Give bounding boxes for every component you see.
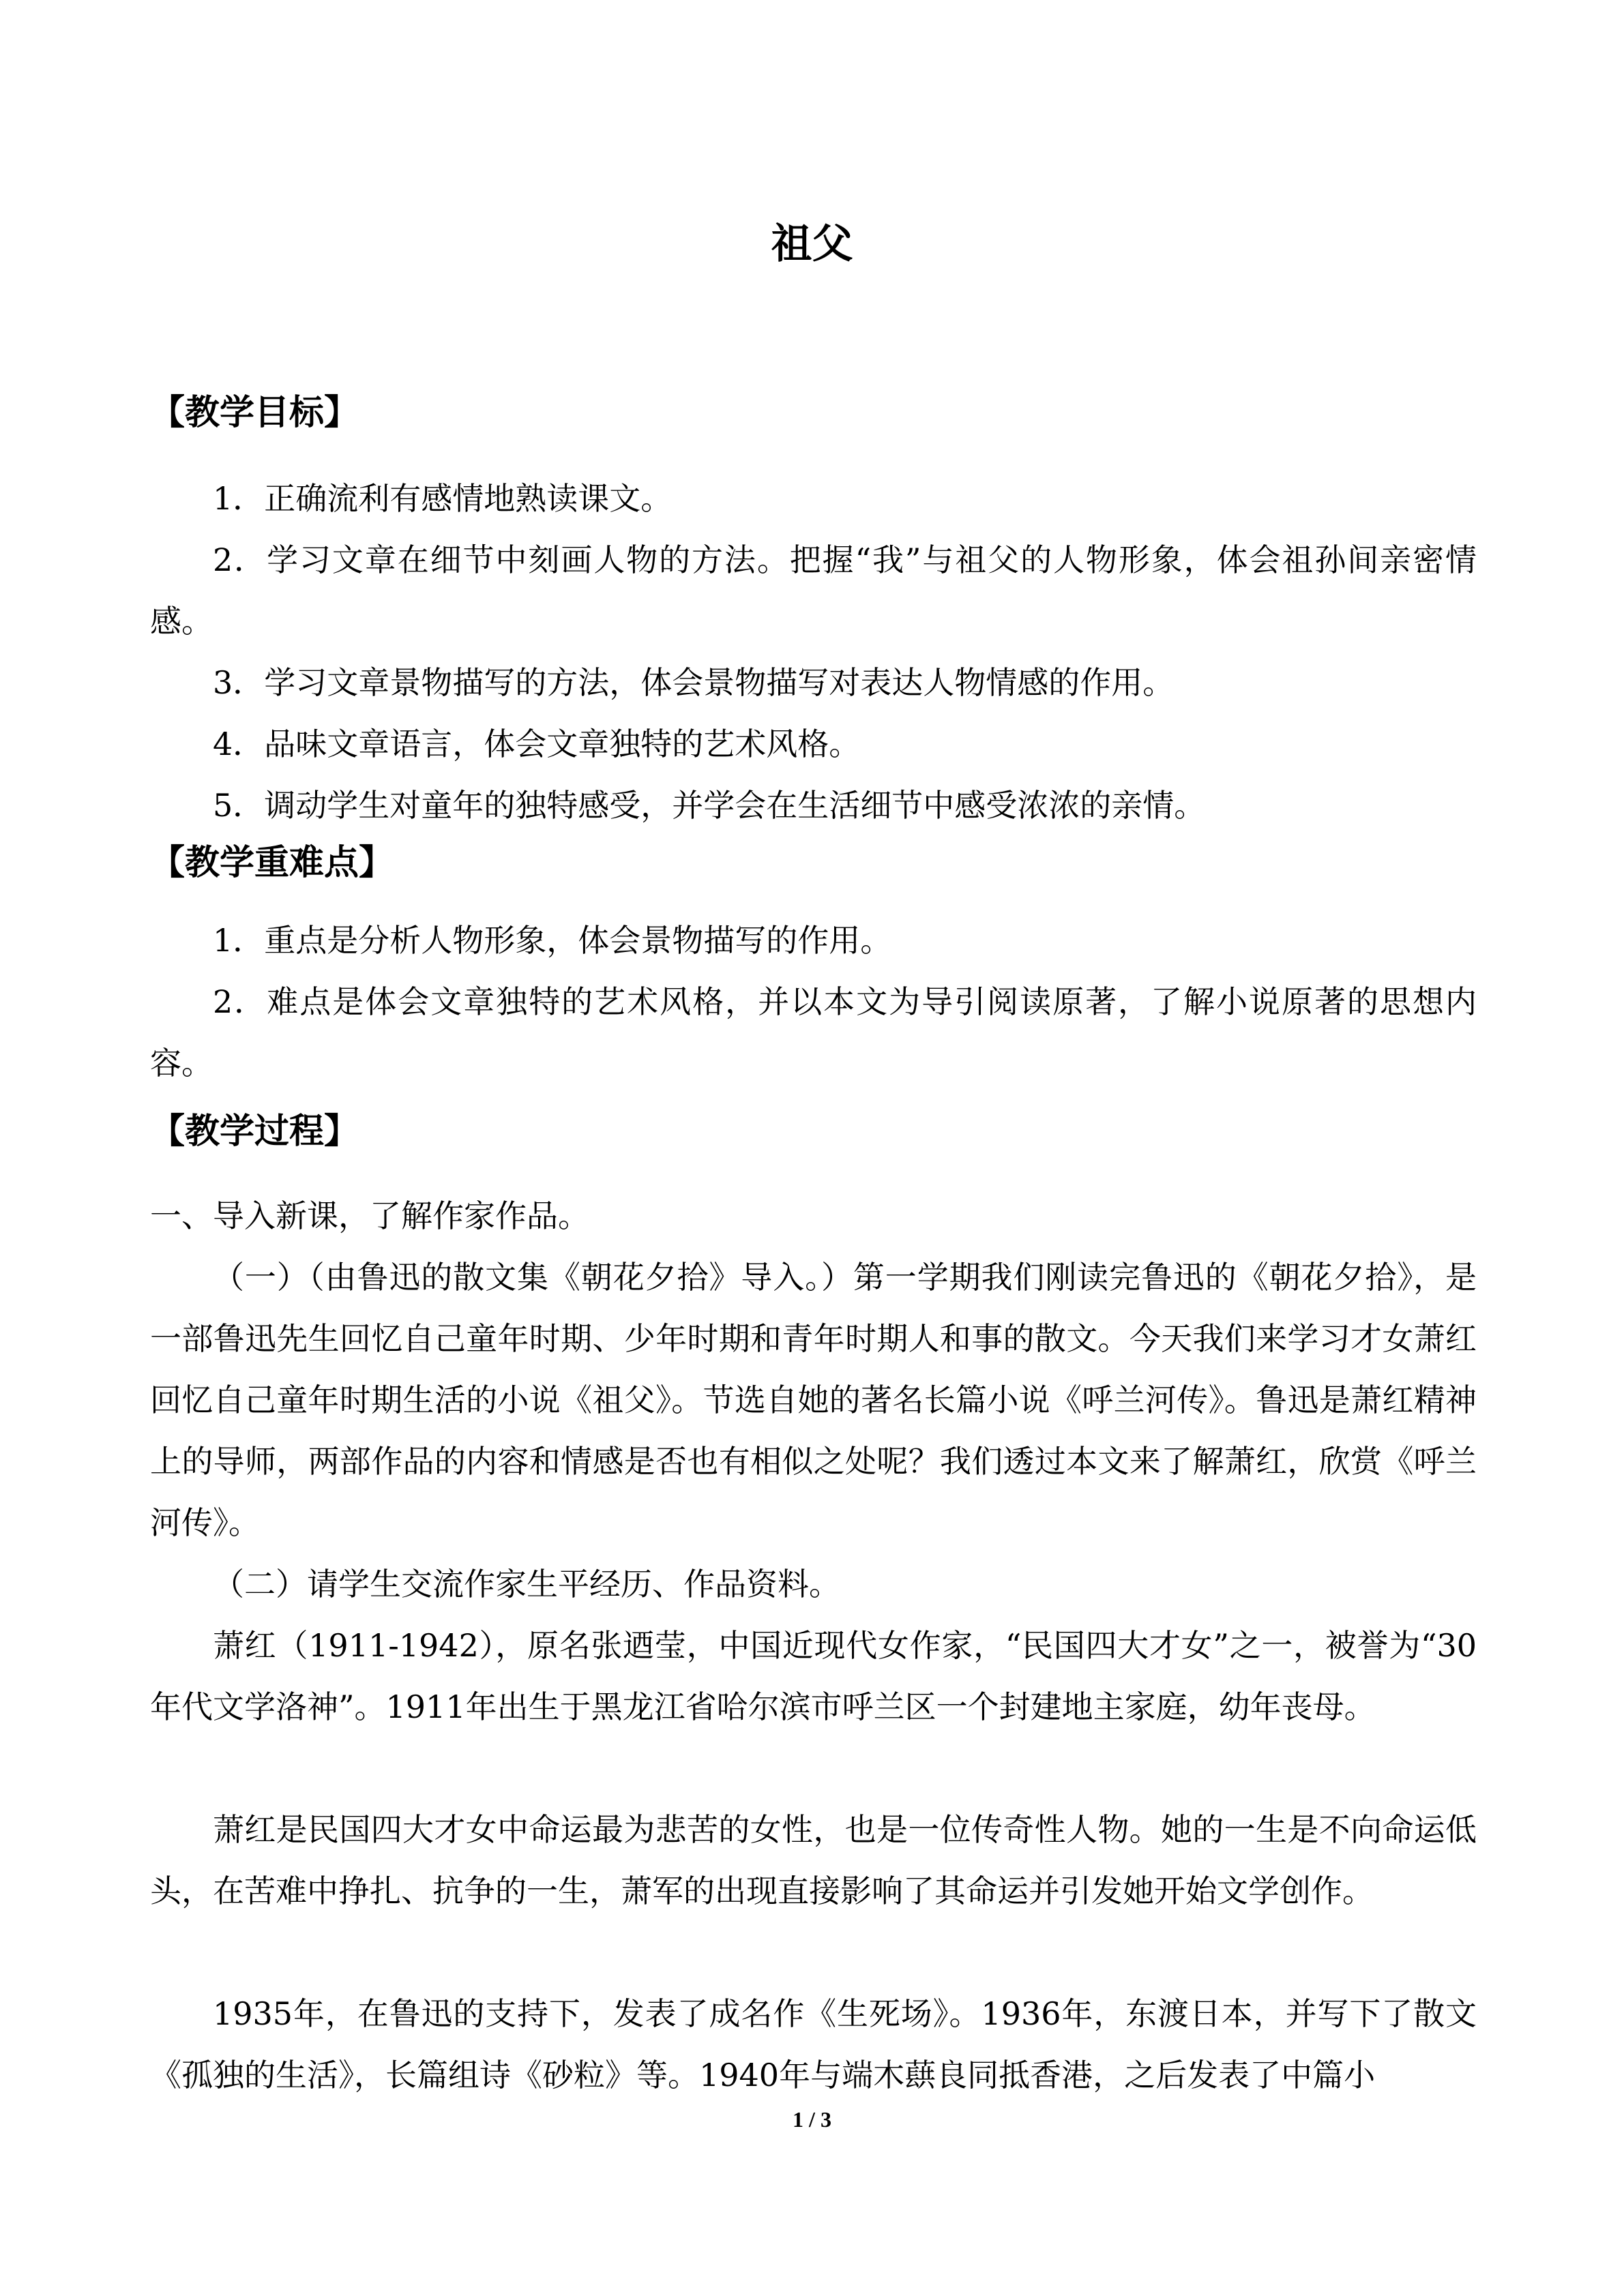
section-heading-process: 【教学过程】 — [150, 1112, 359, 1152]
process-paragraph-4: 萧红是民国四大才女中命运最为悲苦的女性，也是一位传奇性人物。她的一生是不向命运低头，在苦难中挣扎、抗争的一生，萧军的出现直接影响了其命运并引发她开始文学创作。 — [150, 1811, 1477, 1909]
key-point-item-2: 2．难点是体会文章独特的艺术风格，并以本文为导引阅读原著，了解小说原著的思想内容。 — [150, 983, 1477, 1082]
process-step-1: 一、导入新课，了解作家作品。 — [150, 1197, 589, 1234]
key-point-item-1: 1．重点是分析人物形象，体会景物描写的作用。 — [213, 922, 892, 959]
process-paragraph-1: （一）（由鲁迅的散文集《朝花夕拾》导入。）第一学期我们刚读完鲁迅的《朝花夕拾》，是一部鲁迅先生回忆自己童年时期、少年时期和青年时期人和事的散文。今天我们来学习才女萧红回忆自己童年时期生活的小说《祖父》。节选自她的著名长篇小说《呼兰河传》。鲁迅是萧红精神上的导师，两部作品的内容和情感是否也有相似之处呢？我们透过本文来了解萧红，欣赏《呼兰河传》。 — [150, 1259, 1477, 1541]
objective-item-3: 3．学习文章景物描写的方法，体会景物描写对表达人物情感的作用。 — [213, 664, 1175, 701]
process-paragraph-2: （二）请学生交流作家生平经历、作品资料。 — [213, 1566, 840, 1602]
process-paragraph-5: 1935年，在鲁迅的支持下，发表了成名作《生死场》。1936年，东渡日本，并写下了散文《孤独的生活》，长篇组诗《砂粒》等。1940年与端木蕻良同抵香港，之后发表了中篇小 — [150, 1995, 1477, 2093]
document-title: 祖父 — [771, 220, 853, 268]
section-heading-objectives: 【教学目标】 — [150, 393, 359, 433]
objective-item-2: 2．学习文章在细节中刻画人物的方法。把握“我”与祖父的人物形象，体会祖孙间亲密情感。 — [150, 541, 1477, 640]
objective-item-1: 1．正确流利有感情地熟读课文。 — [213, 480, 673, 517]
objective-item-5: 5．调动学生对童年的独特感受，并学会在生活细节中感受浓浓的亲情。 — [213, 787, 1206, 824]
section-heading-key-points: 【教学重难点】 — [150, 843, 394, 883]
page-number: 1 / 3 — [793, 2107, 831, 2132]
objective-item-4: 4．品味文章语言，体会文章独特的艺术风格。 — [213, 726, 861, 762]
process-paragraph-3: 萧红（1911-1942），原名张迺莹，中国近现代女作家，“民国四大才女”之一，被誉为“30年代文学洛神”。1911年出生于黑龙江省哈尔滨市呼兰区一个封建地主家庭，幼年丧母。 — [150, 1627, 1477, 1725]
